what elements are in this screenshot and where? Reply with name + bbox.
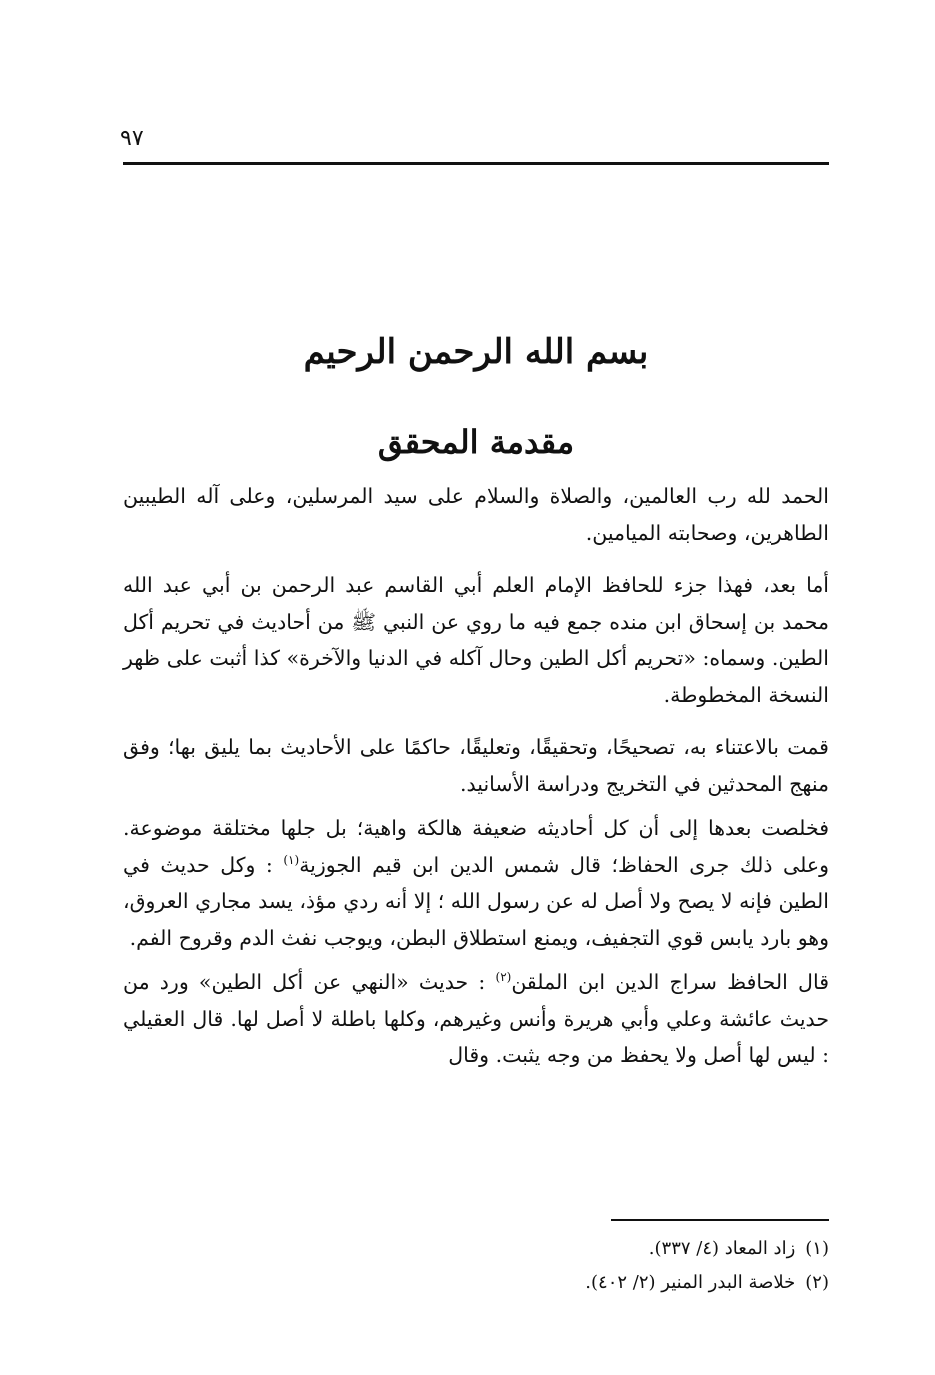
- paragraph-1: الحمد لله رب العالمين، والصلاة والسلام على سيد المرسلين، وعلى آله الطيبين الطاهرين، وصحابته الميامين.: [123, 484, 829, 545]
- paragraph-4: [123, 810, 829, 956]
- basmala: بسم الله الرحمن الرحيم: [303, 332, 649, 372]
- paragraph-4-text-cont: : وكل حديث في الطين فإنه لا يصح ولا أصل له عن رسول الله ؛ إلا أنه ردي مؤذ، يسد مجاري العروق، وهو بارد يابس قوي التجفيف، ويمنع استطلاق البطن، ويوجب نفث الدم وقروح الفم.: [123, 852, 829, 950]
- footnote-1-text: زاد المعاد (٤/ ٣٣٧).: [648, 1238, 796, 1259]
- page-number: ٩٧: [120, 126, 144, 151]
- paragraph-5: [123, 964, 829, 1074]
- body-text: [123, 478, 829, 1090]
- paragraph-2: أما بعد، فهذا جزء للحافظ الإمام العلم أبي القاسم عبد الرحمن بن أبي عبد الله محمد بن إسحاق ابن منده جمع فيه ما روي عن النبي ﷺ من أحاديث في تحريم أكل الطين. وسماه: «تحريم أكل الطين وحال آكله في الدنيا والآخرة» كذا أثبت على ظهر النسخة المخطوطة.: [123, 573, 829, 707]
- paragraph-3: قمت بالاعتناء به، تصحيحًا، وتحقيقًا، وتعليقًا، حاكمًا على الأحاديث بما يليق بها؛ وفق منهج المحدثين في التخريج ودراسة الأسانيد.: [123, 735, 829, 796]
- footnote-2-mark: (٢): [805, 1272, 829, 1293]
- paragraph-5-text-cont: : حديث «النهي عن أكل الطين» ورد من حديث عائشة وعلي وأبي هريرة وأنس وغيرهم، وكلها باطلة لا أصل لها. قال العقيلي : ليس لها أصل ولا يحفظ من وجه يثبت. وقال: [123, 970, 829, 1067]
- header-rule: [123, 162, 829, 165]
- footnote-ref-2: (٢): [495, 970, 512, 984]
- footnote-2-text: خلاصة البدر المنير (٢/ ٤٠٢).: [585, 1272, 796, 1293]
- paragraph-5-text: قال الحافظ سراج الدين ابن الملقن: [511, 970, 829, 994]
- section-heading: مقدمة المحقق: [377, 423, 575, 461]
- footnote-1: [123, 1232, 829, 1266]
- footnotes: [123, 1232, 829, 1300]
- footnote-rule: [611, 1219, 829, 1221]
- footnote-1-mark: (١): [805, 1238, 829, 1259]
- paragraph-4-text: فخلصت بعدها إلى أن كل أحاديثه ضعيفة هالكة واهية؛ بل جلها مختلقة موضوعة. وعلى ذلك جرى الحفاظ؛ قال شمس الدين ابن قيم الجوزية: [123, 816, 829, 877]
- footnote-2: [123, 1266, 829, 1300]
- footnote-ref-1: (١): [283, 852, 300, 867]
